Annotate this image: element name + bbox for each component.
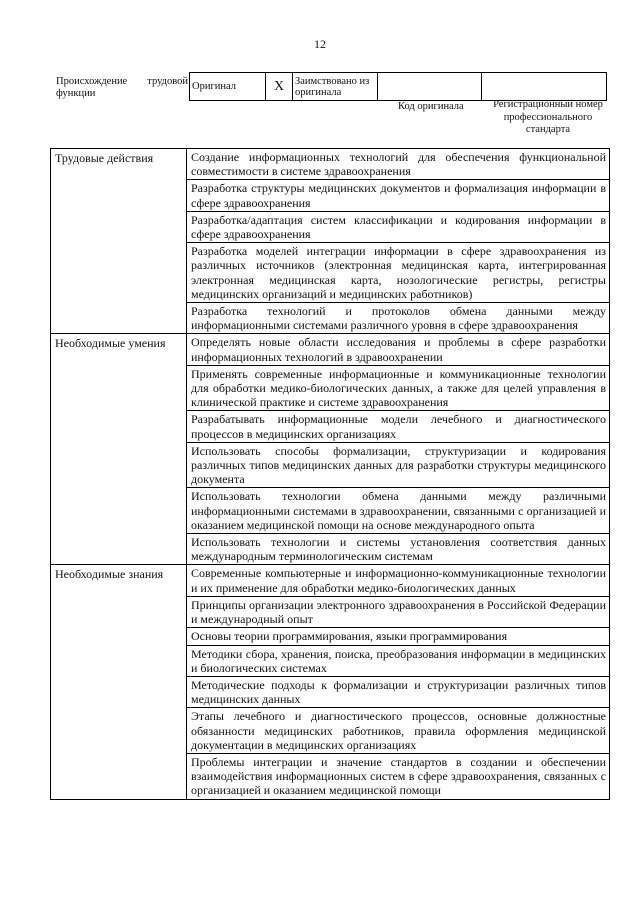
borrowed-cell: Заимствовано из оригинала	[293, 73, 378, 101]
section-item: Определять новые области исследования и проблемы в сфере разработки информационных технологий в здравоохранении	[187, 334, 610, 365]
section-item: Использовать технологии обмена данными между различными информационными системами в здравоохранении, связанными с организацией и оказанием медицинской помощи на основе международного опыта	[187, 488, 610, 534]
original-code-caption: Код оригинала	[398, 101, 464, 112]
section-item: Разработка структуры медицинских документов и формализация информации в сфере здравоохранения	[187, 180, 610, 211]
section-item: Создание информационных технологий для обеспечения функциональной совместимости в системе здравоохранения	[187, 149, 610, 180]
section-title: Необходимые знания	[51, 565, 187, 799]
original-cell: Оригинал	[190, 73, 266, 101]
section-item: Разрабатывать информационные модели лечебного и диагностического процессов в медицинских организациях	[187, 411, 610, 442]
registration-number-cell	[482, 73, 607, 101]
table-row	[51, 334, 610, 365]
original-mark: X	[266, 73, 293, 101]
section-item: Проблемы интеграции и значение стандартов в создании и обеспечении взаимодействия информационных систем в сфере здравоохранения, связанных с организацией и оказанием медицинской помощи	[187, 753, 610, 799]
section-item: Принципы организации электронного здравоохранения в Российской Федерации и международный опыт	[187, 596, 610, 627]
section-title: Трудовые действия	[51, 149, 187, 334]
table-row	[51, 149, 610, 180]
section-item: Методики сбора, хранения, поиска, преобразования информации в медицинских и биологических системах	[187, 645, 610, 676]
section-item: Методические подходы к формализации и структуризации различных типов медицинских данных	[187, 676, 610, 707]
original-code-cell	[378, 73, 482, 101]
section-item: Этапы лечебного и диагностического процессов, основные должностные обязанности медицинских работников, правила оформления медицинской документации в медицинских организациях	[187, 708, 610, 754]
labor-function-table	[50, 148, 610, 800]
section-title: Необходимые умения	[51, 334, 187, 565]
origin-label: Происхождение трудовой функции	[56, 76, 188, 99]
section-item: Разработка моделей интеграции информации в сфере здравоохранения из различных источников (электронная медицинская карта, интегрированная электронная медицинская карта, нозологические регистры, регистры медицинских организаций и медицинских работников)	[187, 243, 610, 303]
origin-table	[189, 72, 607, 101]
section-item: Современные компьютерные и информационно-коммуникационные технологии и их применение для обработки медико-биологических данных	[187, 565, 610, 596]
section-item: Использовать технологии и системы установления соответствия данных международным терминологическим системам	[187, 534, 610, 565]
page-number: 12	[314, 37, 326, 51]
section-item: Основы теории программирования, языки программирования	[187, 628, 610, 645]
section-item: Разработка/адаптация систем классификации и кодирования информации в сфере здравоохранения	[187, 211, 610, 242]
section-item: Применять современные информационные и коммуникационные технологии для обработки медико-биологических данных, а также для целей управления в клинической практике и системе здравоохранения	[187, 365, 610, 411]
table-row	[51, 565, 610, 596]
section-item: Разработка технологий и протоколов обмена данными между информационными системами различного уровня в сфере здравоохранения	[187, 303, 610, 334]
section-item: Использовать способы формализации, структуризации и кодирования различных типов медицинских данных для разработки структуры медицинского документа	[187, 442, 610, 488]
registration-number-caption: Регистрационный номер профессионального стандарта	[493, 99, 603, 135]
